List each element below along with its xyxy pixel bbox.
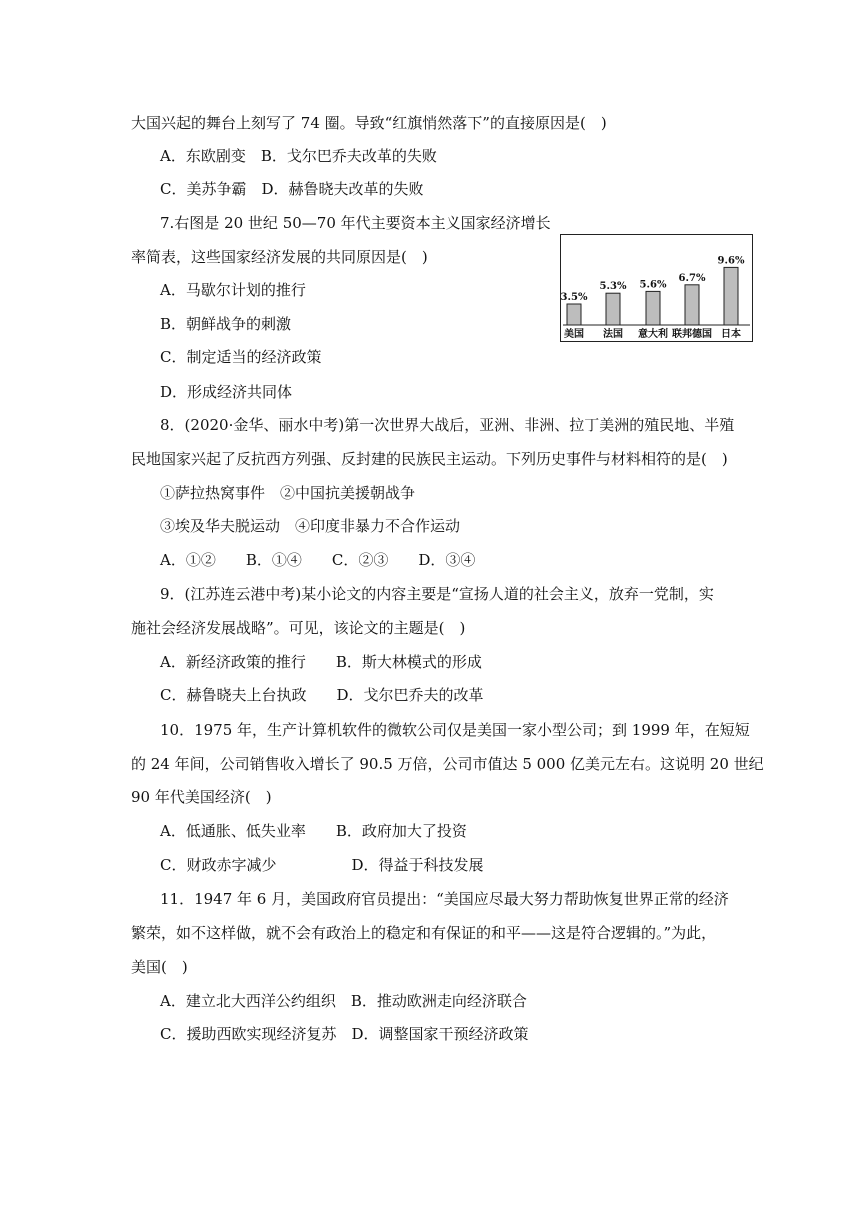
category-label-2: 意大利: [638, 329, 668, 340]
line-q9-stem-cont: 施社会经济发展战略”。可见，该论文的主题是( ): [131, 619, 466, 637]
line-q9-options-cd: C．赫鲁晓夫上台执政 D．戈尔巴乔夫的改革: [160, 686, 484, 704]
line-q9-stem: 9．(江苏连云港中考)某小论文的内容主要是“宣扬人道的社会主义，放弃一党制，实: [160, 585, 714, 603]
line-q10-options-ab: A．低通胀、低失业率 B．政府加大了投资: [160, 822, 467, 840]
bar-3: [685, 285, 699, 325]
bar-value-label-4: 9.6%: [717, 255, 745, 267]
line-q8-items-12: ①萨拉热窝事件 ②中国抗美援朝战争: [160, 484, 416, 502]
line-q7-option-b: B．朝鲜战争的刺激: [160, 315, 292, 333]
bar-value-label-1: 5.3%: [599, 281, 627, 293]
category-label-4: 日本: [721, 329, 741, 340]
line-q6-options-ab: A．东欧剧变 B．戈尔巴乔夫改革的失败: [160, 147, 437, 165]
line-q8-stem-cont: 民地国家兴起了反抗西方列强、反封建的民族民主运动。下列历史事件与材料相符的是( ): [131, 450, 728, 468]
line-q6-stem-cont: 大国兴起的舞台上刻写了 74 圈。导致“红旗悄然落下”的直接原因是( ): [131, 114, 607, 132]
line-q11-stem-cont1: 繁荣，如不这样做，就不会有政治上的稳定和有保证的和平——这是符合逻辑的。”为此，: [131, 924, 717, 942]
bar-2: [646, 291, 660, 325]
line-q7-stem-cont: 率简表，这些国家经济发展的共同原因是( ): [131, 248, 428, 266]
bar-4: [724, 267, 738, 325]
line-q7-option-d: D．形成经济共同体: [160, 383, 293, 401]
line-q11-options-cd: C．援助西欧实现经济复苏 D．调整国家干预经济政策: [160, 1025, 529, 1043]
line-q7-stem: 7.右图是 20 世纪 50—70 年代主要资本主义国家经济增长: [160, 214, 551, 232]
line-q8-options: A．①② B．①④ C．②③ D．③④: [160, 551, 476, 569]
line-q9-options-ab: A．新经济政策的推行 B．斯大林模式的形成: [160, 653, 482, 671]
line-q7-option-c: C．制定适当的经济政策: [160, 348, 322, 366]
line-q6-options-cd: C．美苏争霸 D．赫鲁晓夫改革的失败: [160, 180, 424, 198]
bar-0: [567, 304, 581, 325]
bar-value-label-2: 5.6%: [639, 279, 667, 291]
line-q11-stem-cont2: 美国( ): [131, 958, 188, 976]
bar-1: [606, 293, 620, 325]
line-q8-items-34: ③埃及华夫脱运动 ④印度非暴力不合作运动: [160, 517, 461, 535]
bar-value-label-3: 6.7%: [678, 272, 706, 284]
growth-rate-chart: [560, 234, 753, 342]
category-label-0: 美国: [564, 329, 584, 340]
bar-value-label-0: 3.5%: [561, 292, 588, 303]
line-q11-options-ab: A．建立北大西洋公约组织 B．推动欧洲走向经济联合: [160, 992, 527, 1010]
line-q8-stem: 8．(2020·金华、丽水中考)第一次世界大战后，亚洲、非洲、拉丁美洲的殖民地、半殖: [160, 416, 735, 434]
line-q7-option-a: A．马歇尔计划的推行: [160, 281, 306, 299]
line-q11-stem: 11．1947 年 6 月，美国政府官员提出：“美国应尽最大努力帮助恢复世界正常的经济: [160, 890, 729, 908]
line-q10-stem: 10．1975 年，生产计算机软件的微软公司仅是美国一家小型公司；到 1999 年，在短短: [160, 721, 750, 739]
line-q10-options-cd: C．财政赤字减少 D．得益于科技发展: [160, 856, 484, 874]
category-label-1: 法国: [603, 329, 623, 340]
line-q10-stem-cont1: 的 24 年间，公司销售收入增长了 90.5 万倍，公司市值达 5 000 亿美元左右。这说明 20 世纪: [131, 755, 764, 773]
category-label-3: 联邦德国: [672, 329, 712, 340]
line-q10-stem-cont2: 90 年代美国经济( ): [131, 788, 272, 806]
